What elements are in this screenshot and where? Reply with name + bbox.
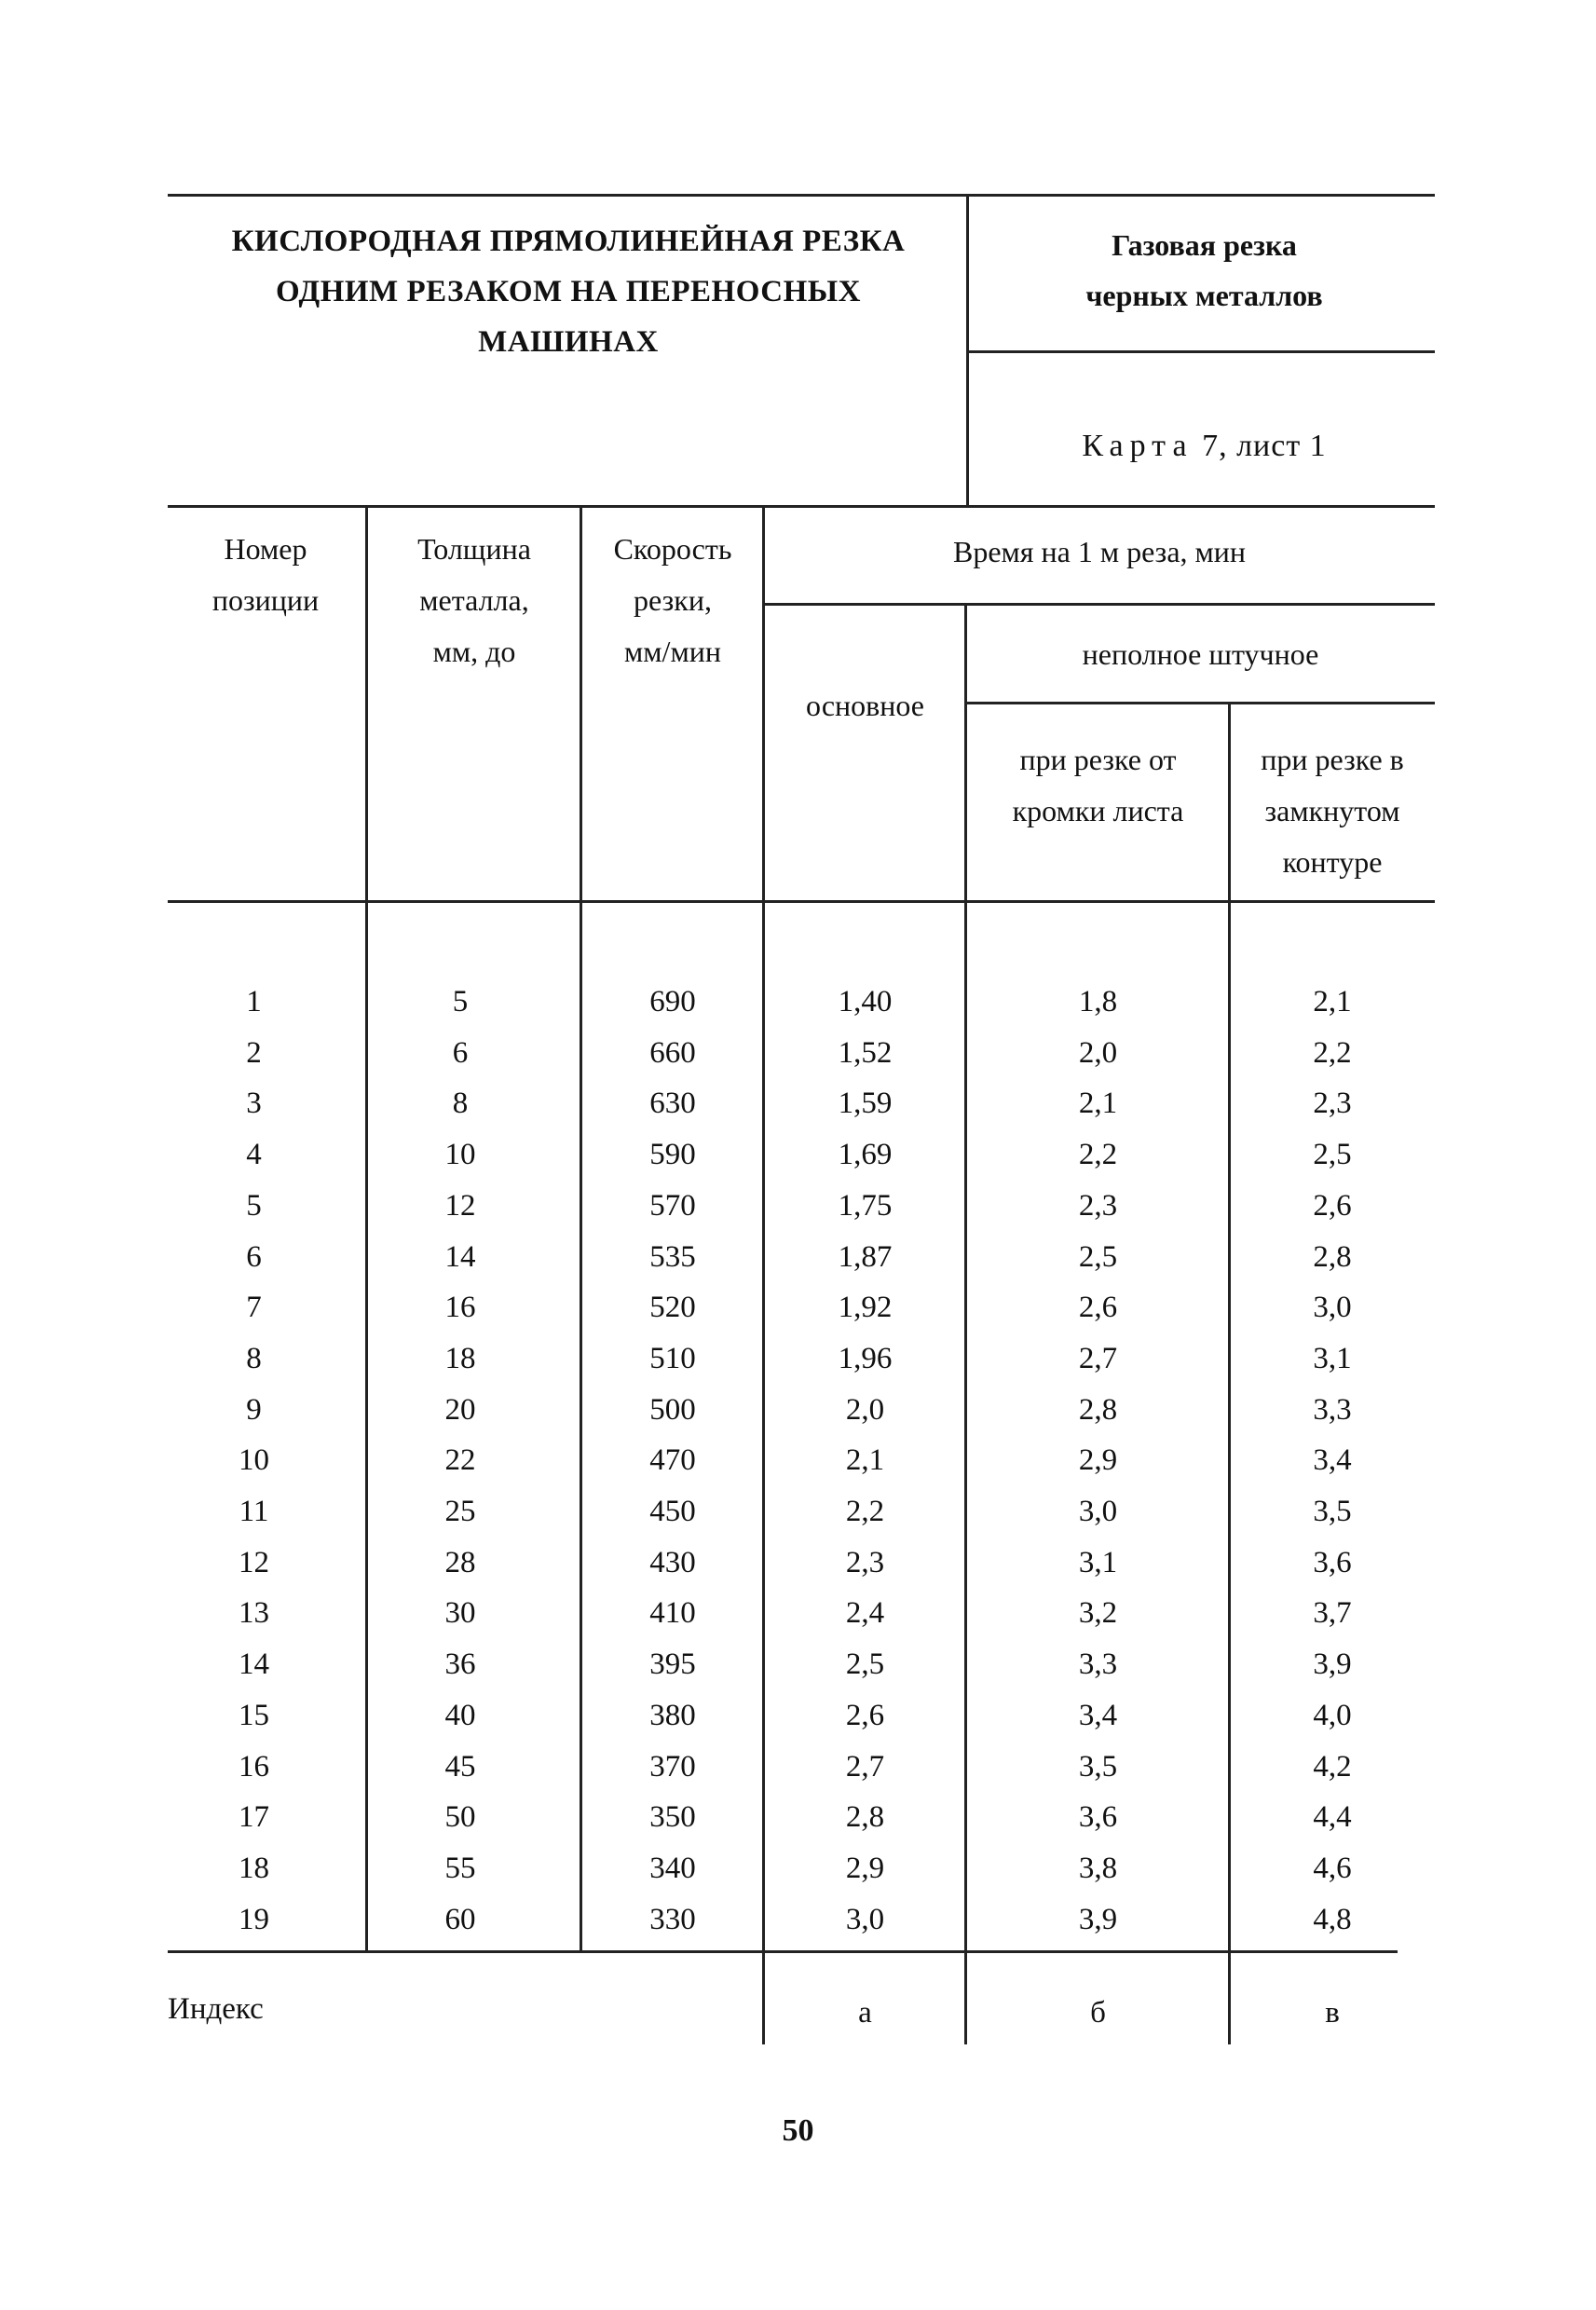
row-11-position: 11 [239, 1495, 269, 1528]
row-15-closed-contour: 4,0 [1313, 1699, 1352, 1732]
col-closed-contour-header [1230, 734, 1435, 888]
row-4-speed: 590 [649, 1138, 696, 1171]
time-group-header: Время на 1 м реза, мин [952, 535, 1247, 568]
index-a: а [858, 1996, 872, 2030]
col-position-line-1: Номер [224, 532, 307, 566]
row-8-thickness: 18 [444, 1342, 476, 1375]
column-header-top-rule [168, 505, 1435, 508]
category-line-2: черных металлов [1085, 279, 1323, 312]
row-19-main-time: 3,0 [845, 1903, 885, 1936]
row-14-speed: 395 [649, 1647, 696, 1681]
row-7-thickness: 16 [444, 1291, 476, 1324]
row-2-thickness: 6 [452, 1036, 469, 1070]
col-speed-header [581, 524, 764, 677]
row-9-edge-cut: 2,8 [1078, 1393, 1118, 1427]
row-2-closed-contour: 2,2 [1313, 1036, 1352, 1070]
col-closed-contour-line-1: при резке в [1261, 743, 1404, 776]
row-10-speed: 470 [649, 1443, 696, 1477]
row-19-thickness: 60 [444, 1903, 476, 1936]
row-9-closed-contour: 3,3 [1313, 1393, 1352, 1427]
col-position-header [168, 524, 363, 626]
row-16-speed: 370 [649, 1750, 696, 1784]
row-6-speed: 535 [649, 1240, 696, 1274]
row-6-main-time: 1,87 [838, 1240, 893, 1274]
row-18-main-time: 2,9 [845, 1852, 885, 1885]
row-13-speed: 410 [649, 1596, 696, 1630]
col-speed-line-3: мм/мин [624, 635, 721, 668]
category-block [974, 220, 1435, 321]
col-edge-cut-header [966, 734, 1230, 837]
row-10-main-time: 2,1 [845, 1443, 885, 1477]
index-label: Индекс [168, 1992, 264, 2026]
row-3-speed: 630 [649, 1087, 696, 1120]
row-1-main-time: 1,40 [838, 985, 893, 1018]
row-7-edge-cut: 2,6 [1078, 1291, 1118, 1324]
row-17-thickness: 50 [444, 1800, 476, 1834]
row-8-speed: 510 [649, 1342, 696, 1375]
row-14-thickness: 36 [444, 1647, 476, 1681]
row-5-closed-contour: 2,6 [1313, 1189, 1352, 1223]
col-thickness-line-1: Толщина [417, 532, 531, 566]
row-9-thickness: 20 [444, 1393, 476, 1427]
row-7-main-time: 1,92 [838, 1291, 893, 1324]
row-5-thickness: 12 [444, 1189, 476, 1223]
row-10-closed-contour: 3,4 [1313, 1443, 1352, 1477]
col-speed-line-1: Скорость [613, 532, 732, 566]
row-16-closed-contour: 4,2 [1313, 1750, 1352, 1784]
row-6-thickness: 14 [444, 1240, 476, 1274]
row-15-speed: 380 [649, 1699, 696, 1732]
row-10-position: 10 [239, 1443, 269, 1477]
row-5-speed: 570 [649, 1189, 696, 1223]
row-18-position: 18 [239, 1852, 269, 1885]
row-12-closed-contour: 3,6 [1313, 1546, 1352, 1579]
row-12-main-time: 2,3 [845, 1546, 885, 1579]
title-line-2: ОДНИМ РЕЗАКОМ НА ПЕРЕНОСНЫХ [275, 275, 862, 308]
col-closed-contour-line-2: замкнутом [1264, 794, 1400, 827]
row-15-thickness: 40 [444, 1699, 476, 1732]
row-1-thickness: 5 [452, 985, 469, 1018]
row-8-edge-cut: 2,7 [1078, 1342, 1118, 1375]
row-15-main-time: 2,6 [845, 1699, 885, 1732]
row-13-edge-cut: 3,2 [1078, 1596, 1118, 1630]
row-8-closed-contour: 3,1 [1313, 1342, 1352, 1375]
row-14-closed-contour: 3,9 [1313, 1647, 1352, 1681]
row-9-speed: 500 [649, 1393, 696, 1427]
col-thickness-line-2: металла, [419, 583, 529, 617]
card-label: Карта [1082, 429, 1194, 463]
row-3-thickness: 8 [452, 1087, 469, 1120]
row-6-edge-cut: 2,5 [1078, 1240, 1118, 1274]
top-rule [168, 194, 1435, 197]
col-position-line-2: позиции [211, 583, 320, 617]
row-18-closed-contour: 4,6 [1313, 1852, 1352, 1885]
row-8-main-time: 1,96 [838, 1342, 893, 1375]
row-4-closed-contour: 2,5 [1313, 1138, 1352, 1171]
col-thickness-header [367, 524, 581, 677]
row-17-closed-contour: 4,4 [1313, 1800, 1352, 1834]
row-17-position: 17 [239, 1800, 269, 1834]
col-closed-contour-line-3: контуре [1282, 845, 1383, 879]
row-14-position: 14 [239, 1647, 269, 1681]
row-17-edge-cut: 3,6 [1078, 1800, 1118, 1834]
row-9-main-time: 2,0 [845, 1393, 885, 1427]
index-b: б [1090, 1996, 1106, 2030]
incomplete-group-rule [966, 702, 1435, 704]
row-13-closed-contour: 3,7 [1313, 1596, 1352, 1630]
row-2-edge-cut: 2,0 [1078, 1036, 1118, 1070]
row-16-thickness: 45 [444, 1750, 476, 1784]
row-1-speed: 690 [649, 985, 696, 1018]
row-11-edge-cut: 3,0 [1078, 1495, 1118, 1528]
row-4-position: 4 [246, 1138, 262, 1171]
row-4-thickness: 10 [444, 1138, 476, 1171]
row-1-edge-cut: 1,8 [1078, 985, 1118, 1018]
col-edge-cut-line-1: при резке от [1019, 743, 1177, 776]
row-1-closed-contour: 2,1 [1313, 985, 1352, 1018]
row-3-closed-contour: 2,3 [1313, 1087, 1352, 1120]
row-13-main-time: 2,4 [845, 1596, 885, 1630]
time-group-rule [764, 603, 1435, 606]
row-3-position: 3 [246, 1087, 262, 1120]
row-2-speed: 660 [649, 1036, 696, 1070]
card-reference [974, 429, 1435, 464]
row-11-main-time: 2,2 [845, 1495, 885, 1528]
row-18-thickness: 55 [444, 1852, 476, 1885]
row-6-position: 6 [246, 1240, 262, 1274]
row-4-main-time: 1,69 [838, 1138, 893, 1171]
row-17-main-time: 2,8 [845, 1800, 885, 1834]
incomplete-group-header: неполное штучное [1082, 637, 1319, 671]
row-19-edge-cut: 3,9 [1078, 1903, 1118, 1936]
row-5-main-time: 1,75 [838, 1189, 893, 1223]
col-speed-line-2: резки, [634, 583, 712, 617]
row-2-position: 2 [246, 1036, 262, 1070]
row-1-position: 1 [246, 985, 262, 1018]
table-bottom-rule [168, 1950, 1398, 1953]
row-15-edge-cut: 3,4 [1078, 1699, 1118, 1732]
card-number: 7, лист 1 [1202, 429, 1327, 463]
row-11-thickness: 25 [444, 1495, 476, 1528]
row-19-closed-contour: 4,8 [1313, 1903, 1352, 1936]
title-line-1: КИСЛОРОДНАЯ ПРЯМОЛИНЕЙНАЯ РЕЗКА [231, 225, 906, 258]
column-header-bottom-rule [168, 900, 1435, 903]
row-12-position: 12 [239, 1546, 269, 1579]
document-title [168, 216, 969, 367]
col-thickness-line-3: мм, до [432, 635, 516, 668]
row-5-edge-cut: 2,3 [1078, 1189, 1118, 1223]
row-5-position: 5 [246, 1189, 262, 1223]
category-rule [969, 350, 1435, 353]
row-12-edge-cut: 3,1 [1078, 1546, 1118, 1579]
row-15-position: 15 [239, 1699, 269, 1732]
row-18-edge-cut: 3,8 [1078, 1852, 1118, 1885]
row-16-edge-cut: 3,5 [1078, 1750, 1118, 1784]
row-16-main-time: 2,7 [845, 1750, 885, 1784]
row-3-edge-cut: 2,1 [1078, 1087, 1118, 1120]
row-10-thickness: 22 [444, 1443, 476, 1477]
row-16-position: 16 [239, 1750, 269, 1784]
row-12-speed: 430 [649, 1546, 696, 1579]
row-17-speed: 350 [649, 1800, 696, 1834]
row-3-main-time: 1,59 [838, 1087, 893, 1120]
row-13-position: 13 [239, 1596, 269, 1630]
category-line-1: Газовая резка [1112, 228, 1297, 262]
row-14-edge-cut: 3,3 [1078, 1647, 1118, 1681]
row-10-edge-cut: 2,9 [1078, 1443, 1118, 1477]
row-2-main-time: 1,52 [838, 1036, 893, 1070]
row-9-position: 9 [246, 1393, 262, 1427]
row-7-speed: 520 [649, 1291, 696, 1324]
row-11-closed-contour: 3,5 [1313, 1495, 1352, 1528]
row-18-speed: 340 [649, 1852, 696, 1885]
row-7-closed-contour: 3,0 [1313, 1291, 1352, 1324]
col-edge-cut-line-2: кромки листа [1012, 794, 1184, 827]
row-14-main-time: 2,5 [845, 1647, 885, 1681]
row-19-position: 19 [239, 1903, 269, 1936]
col-main-time-header: основное [806, 689, 924, 722]
index-c: в [1325, 1996, 1340, 2030]
title-line-3: МАШИНАХ [478, 325, 659, 359]
row-7-position: 7 [246, 1291, 262, 1324]
row-8-position: 8 [246, 1342, 262, 1375]
row-11-speed: 450 [649, 1495, 696, 1528]
row-4-edge-cut: 2,2 [1078, 1138, 1118, 1171]
row-19-speed: 330 [649, 1903, 696, 1936]
row-12-thickness: 28 [444, 1546, 476, 1579]
row-6-closed-contour: 2,8 [1313, 1240, 1352, 1274]
page-number: 50 [782, 2113, 814, 2148]
row-13-thickness: 30 [444, 1596, 476, 1630]
